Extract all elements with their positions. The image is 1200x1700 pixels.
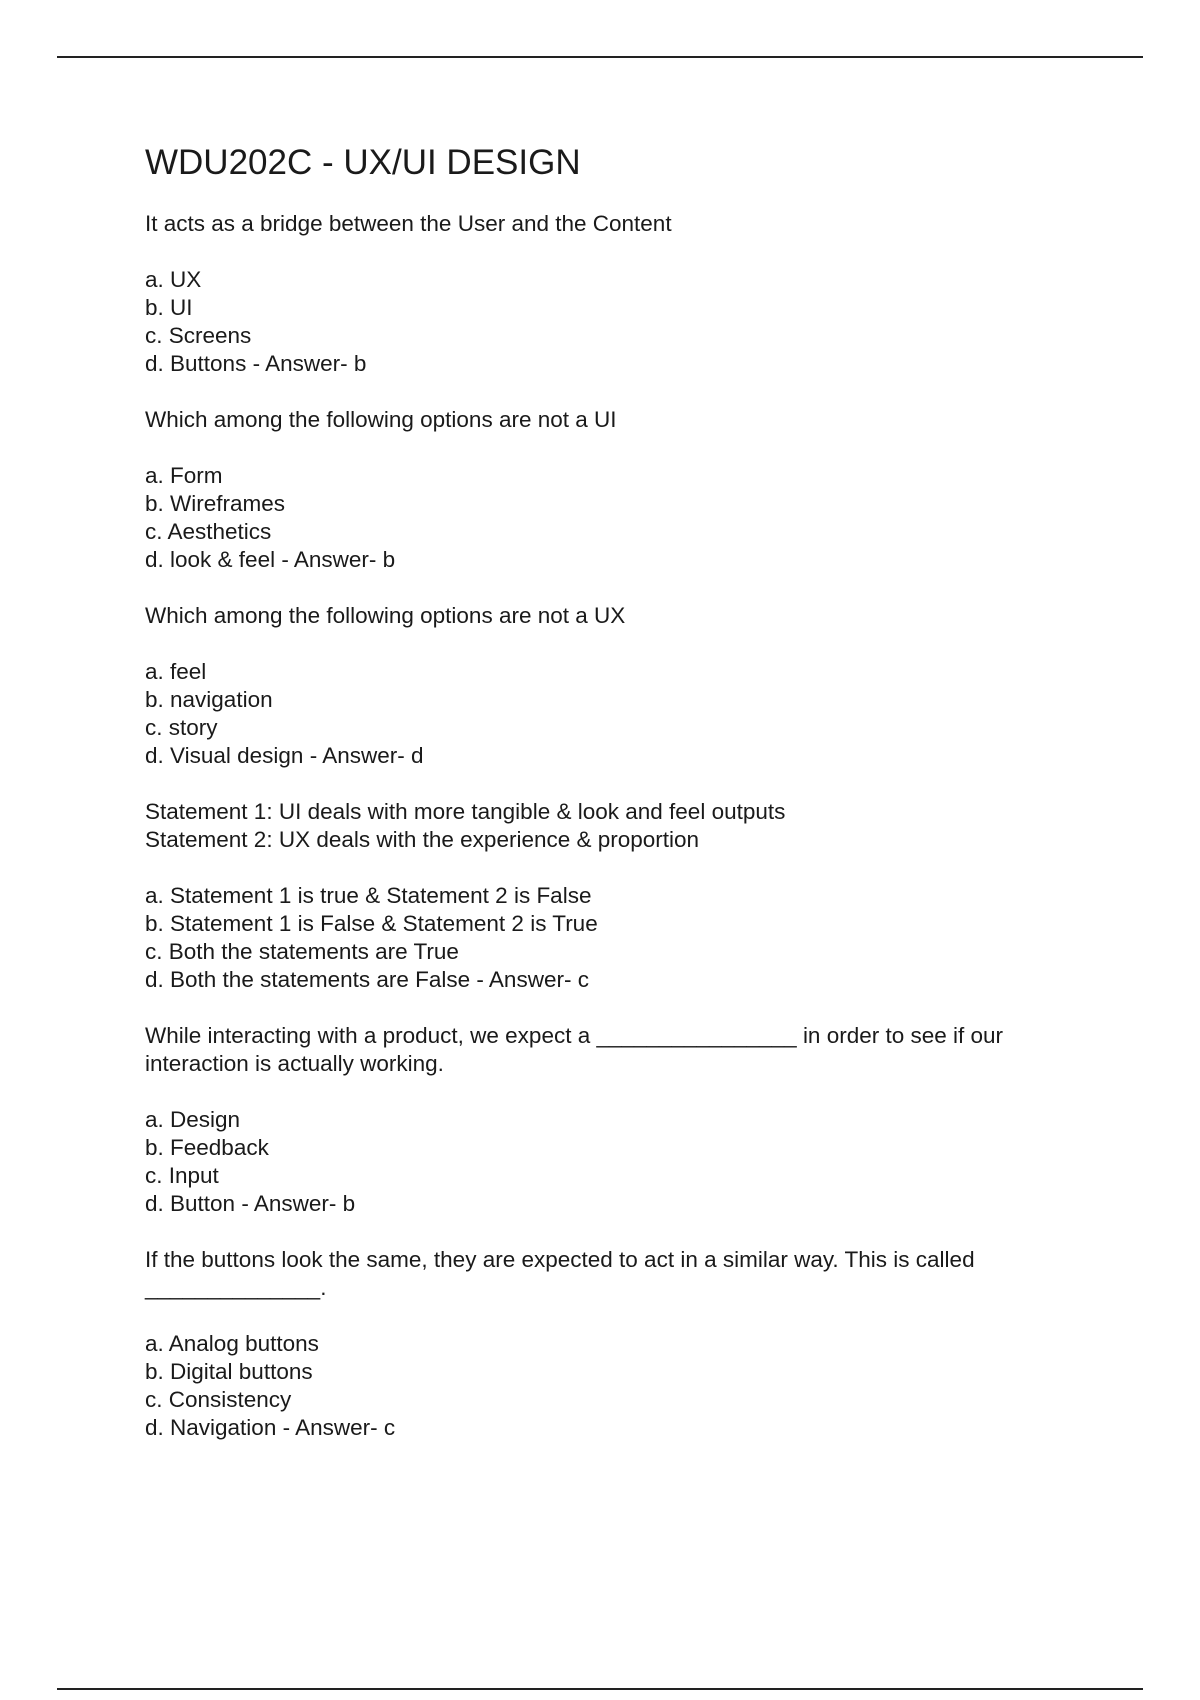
- question-3: [145, 602, 1075, 770]
- option-a: a. feel: [145, 659, 207, 684]
- option-b: b. Digital buttons: [145, 1359, 313, 1384]
- option-a: a. Design: [145, 1107, 241, 1132]
- option-a: a. Analog buttons: [145, 1331, 319, 1356]
- question-5: [145, 1022, 1075, 1218]
- bottom-rule: [57, 1688, 1143, 1690]
- option-a: a. UX: [145, 267, 202, 292]
- option-d-with-answer: d. look & feel - Answer- b: [145, 547, 396, 572]
- option-d-with-answer: d. Buttons - Answer- b: [145, 351, 367, 376]
- option-c: c. Screens: [145, 323, 252, 348]
- option-a: a. Form: [145, 463, 223, 488]
- option-b: b. UI: [145, 295, 193, 320]
- question-1: [145, 210, 1075, 378]
- document-title: WDU202C - UX/UI DESIGN: [145, 143, 581, 182]
- option-c: c. story: [145, 715, 218, 740]
- question-text: Which among the following options are not a UI: [145, 407, 617, 432]
- question-2: [145, 406, 1075, 574]
- option-b: b. navigation: [145, 687, 273, 712]
- question-text: While interacting with a product, we expect a ________________ in order to see if our interaction is actually working.: [145, 1023, 1004, 1076]
- question-text: Statement 1: UI deals with more tangible & look and feel outputs Statement 2: UX deals with the experience & proportion: [145, 799, 786, 852]
- option-c: c. Input: [145, 1163, 219, 1188]
- option-b: b. Wireframes: [145, 491, 286, 516]
- option-c: c. Consistency: [145, 1387, 292, 1412]
- option-d-with-answer: d. Button - Answer- b: [145, 1191, 356, 1216]
- option-d-with-answer: d. Both the statements are False - Answer- c: [145, 967, 589, 992]
- option-c: c. Both the statements are True: [145, 939, 459, 964]
- question-text: If the buttons look the same, they are expected to act in a similar way. This is called ______________.: [145, 1247, 975, 1300]
- document-body: [145, 140, 1075, 1470]
- option-c: c. Aesthetics: [145, 519, 272, 544]
- question-text: Which among the following options are not a UX: [145, 603, 626, 628]
- question-6: [145, 1246, 1075, 1442]
- option-b: b. Feedback: [145, 1135, 269, 1160]
- option-d-with-answer: d. Navigation - Answer- c: [145, 1415, 396, 1440]
- option-a: a. Statement 1 is true & Statement 2 is False: [145, 883, 592, 908]
- option-b: b. Statement 1 is False & Statement 2 is True: [145, 911, 598, 936]
- top-rule: [57, 56, 1143, 58]
- question-text: It acts as a bridge between the User and the Content: [145, 211, 672, 236]
- question-4: [145, 798, 1075, 994]
- option-d-with-answer: d. Visual design - Answer- d: [145, 743, 424, 768]
